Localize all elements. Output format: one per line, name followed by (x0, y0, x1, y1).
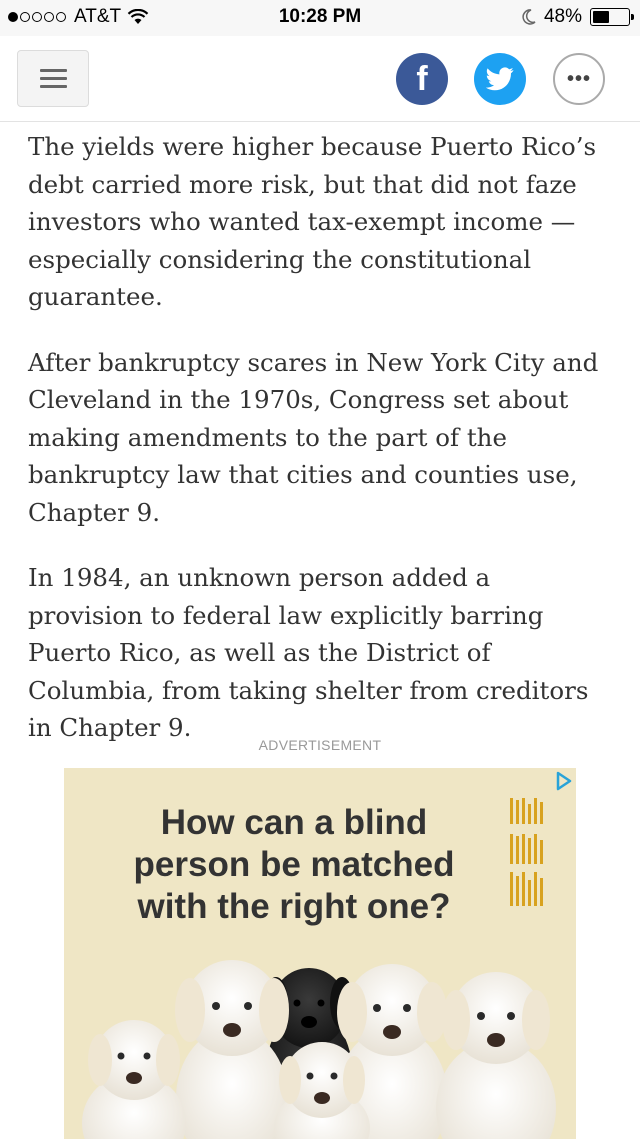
carrier-name: AT&T (74, 6, 122, 27)
advertisement-label: ADVERTISEMENT (258, 737, 382, 753)
white-puppy (274, 1042, 370, 1139)
white-puppy (436, 972, 556, 1139)
puppies-photo (64, 948, 576, 1139)
twitter-bird-icon (486, 67, 514, 91)
facebook-icon: f (416, 59, 428, 98)
moon-icon (522, 9, 536, 25)
white-puppy (175, 960, 289, 1139)
article-paragraph: The yields were higher because Puerto Rico’s debt carried more risk, but that did not faze investors who wanted tax-exempt income — especially considering the constitutional guarantee. (28, 132, 597, 311)
battery-level (593, 11, 609, 23)
article-body (28, 128, 608, 775)
status-bar (0, 0, 640, 36)
more-icon: ••• (566, 67, 591, 90)
clock: 10:28 PM (278, 6, 362, 27)
article-header (0, 36, 640, 122)
battery-percent: 48% (543, 6, 582, 27)
battery-icon (590, 8, 630, 26)
ibm-logo (504, 794, 552, 912)
article-paragraph: After bankruptcy scares in New York City and Cleveland in the 1970s, Congress set about making amendments to the part of the bankruptcy law that cities and counties use, Chapter 9. (28, 347, 599, 527)
menu-button[interactable] (17, 50, 89, 107)
white-puppy (82, 1020, 186, 1139)
article-paragraph: In 1984, an unknown person added a provision to federal law explicitly barring Puerto Rico, as well as the District of Columbia, from taking shelter from creditors in Chapter 9. (28, 563, 589, 742)
advertisement-banner[interactable] (64, 768, 576, 1139)
more-share-button[interactable] (553, 53, 605, 105)
facebook-share-button[interactable] (396, 53, 448, 105)
twitter-share-button[interactable] (474, 53, 526, 105)
hamburger-icon (40, 69, 67, 72)
ad-headline: How can a blind person be matched with the right one? (133, 803, 455, 926)
adchoices-icon[interactable] (552, 770, 574, 792)
